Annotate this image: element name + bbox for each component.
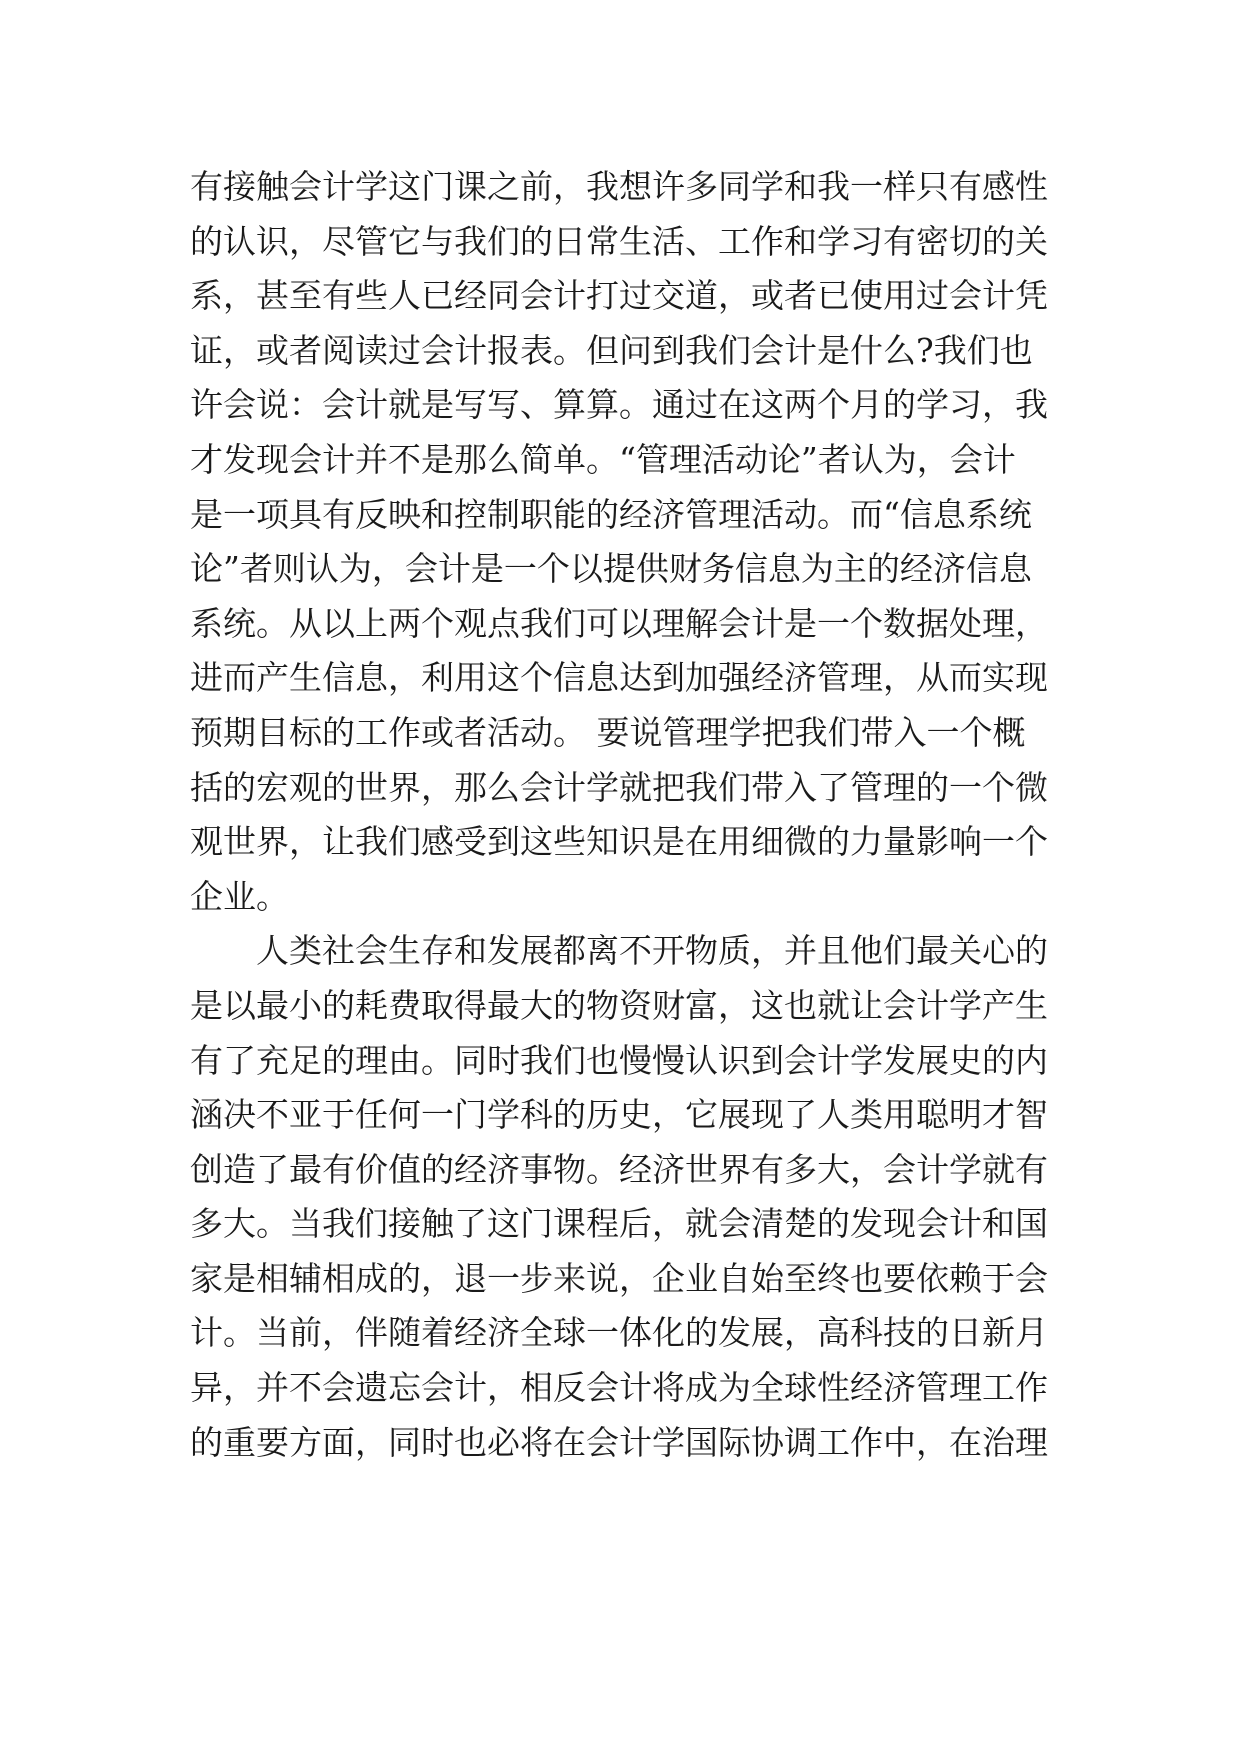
text-line: 括的宏观的世界，那么会计学就把我们带入了管理的一个微 bbox=[190, 767, 1048, 807]
text-line: 创造了最有价值的经济事物。经济世界有多大，会计学就有 bbox=[190, 1149, 1048, 1189]
text-line: 进而产生信息，利用这个信息达到加强经济管理，从而实现 bbox=[190, 658, 1048, 698]
text-line: 的重要方面，同时也必将在会计学国际协调工作中，在治理 bbox=[190, 1422, 1048, 1462]
text-line: 才发现会计并不是那么简单。“管理活动论”者认为，会计 bbox=[190, 439, 1016, 479]
text-line: 有接触会计学这门课之前，我想许多同学和我一样只有感性 bbox=[190, 167, 1048, 206]
text-line: 论”者则认为，会计是一个以提供财务信息为主的经济信息 bbox=[190, 549, 1032, 589]
document-body bbox=[190, 160, 1070, 1470]
text-line: 观世界，让我们感受到这些知识是在用细微的力量影响一个 bbox=[190, 822, 1048, 862]
text-line: 是以最小的耗费取得最大的物资财富，这也就让会计学产生 bbox=[190, 985, 1048, 1025]
text-line: 家是相辅相成的，退一步来说，企业自始至终也要依赖于会 bbox=[190, 1258, 1048, 1298]
text-line: 多大。当我们接触了这门课程后，就会清楚的发现会计和国 bbox=[190, 1204, 1048, 1244]
text-line: 系统。从以上两个观点我们可以理解会计是一个数据处理， bbox=[190, 603, 1048, 643]
text-line: 异，并不会遗忘会计，相反会计将成为全球性经济管理工作 bbox=[190, 1368, 1048, 1408]
text-line: 预期目标的工作或者活动。 要说管理学把我们带入一个概 bbox=[190, 712, 1026, 752]
text-line: 证，或者阅读过会计报表。但问到我们会计是什么?我们也 bbox=[190, 330, 1033, 370]
paragraph-1 bbox=[190, 160, 1070, 924]
text-line: 是一项具有反映和控制职能的经济管理活动。而“信息系统 bbox=[190, 494, 1032, 534]
text-line: 有了充足的理由。同时我们也慢慢认识到会计学发展史的内 bbox=[190, 1040, 1048, 1080]
text-line: 许会说：会计就是写写、算算。通过在这两个月的学习，我 bbox=[190, 385, 1048, 425]
text-line: 的认识，尽管它与我们的日常生活、工作和学习有密切的关 bbox=[190, 221, 1048, 261]
paragraph-2 bbox=[190, 924, 1070, 1470]
text-line: 系，甚至有些人已经同会计打过交道，或者已使用过会计凭 bbox=[190, 276, 1048, 316]
text-line: 人类社会生存和发展都离不开物质，并且他们最关心的 bbox=[256, 931, 1048, 971]
text-line: 企业。 bbox=[190, 876, 289, 916]
text-line: 涵决不亚于任何一门学科的历史，它展现了人类用聪明才智 bbox=[190, 1095, 1048, 1135]
text-line: 计。当前，伴随着经济全球一体化的发展，高科技的日新月 bbox=[190, 1313, 1048, 1353]
